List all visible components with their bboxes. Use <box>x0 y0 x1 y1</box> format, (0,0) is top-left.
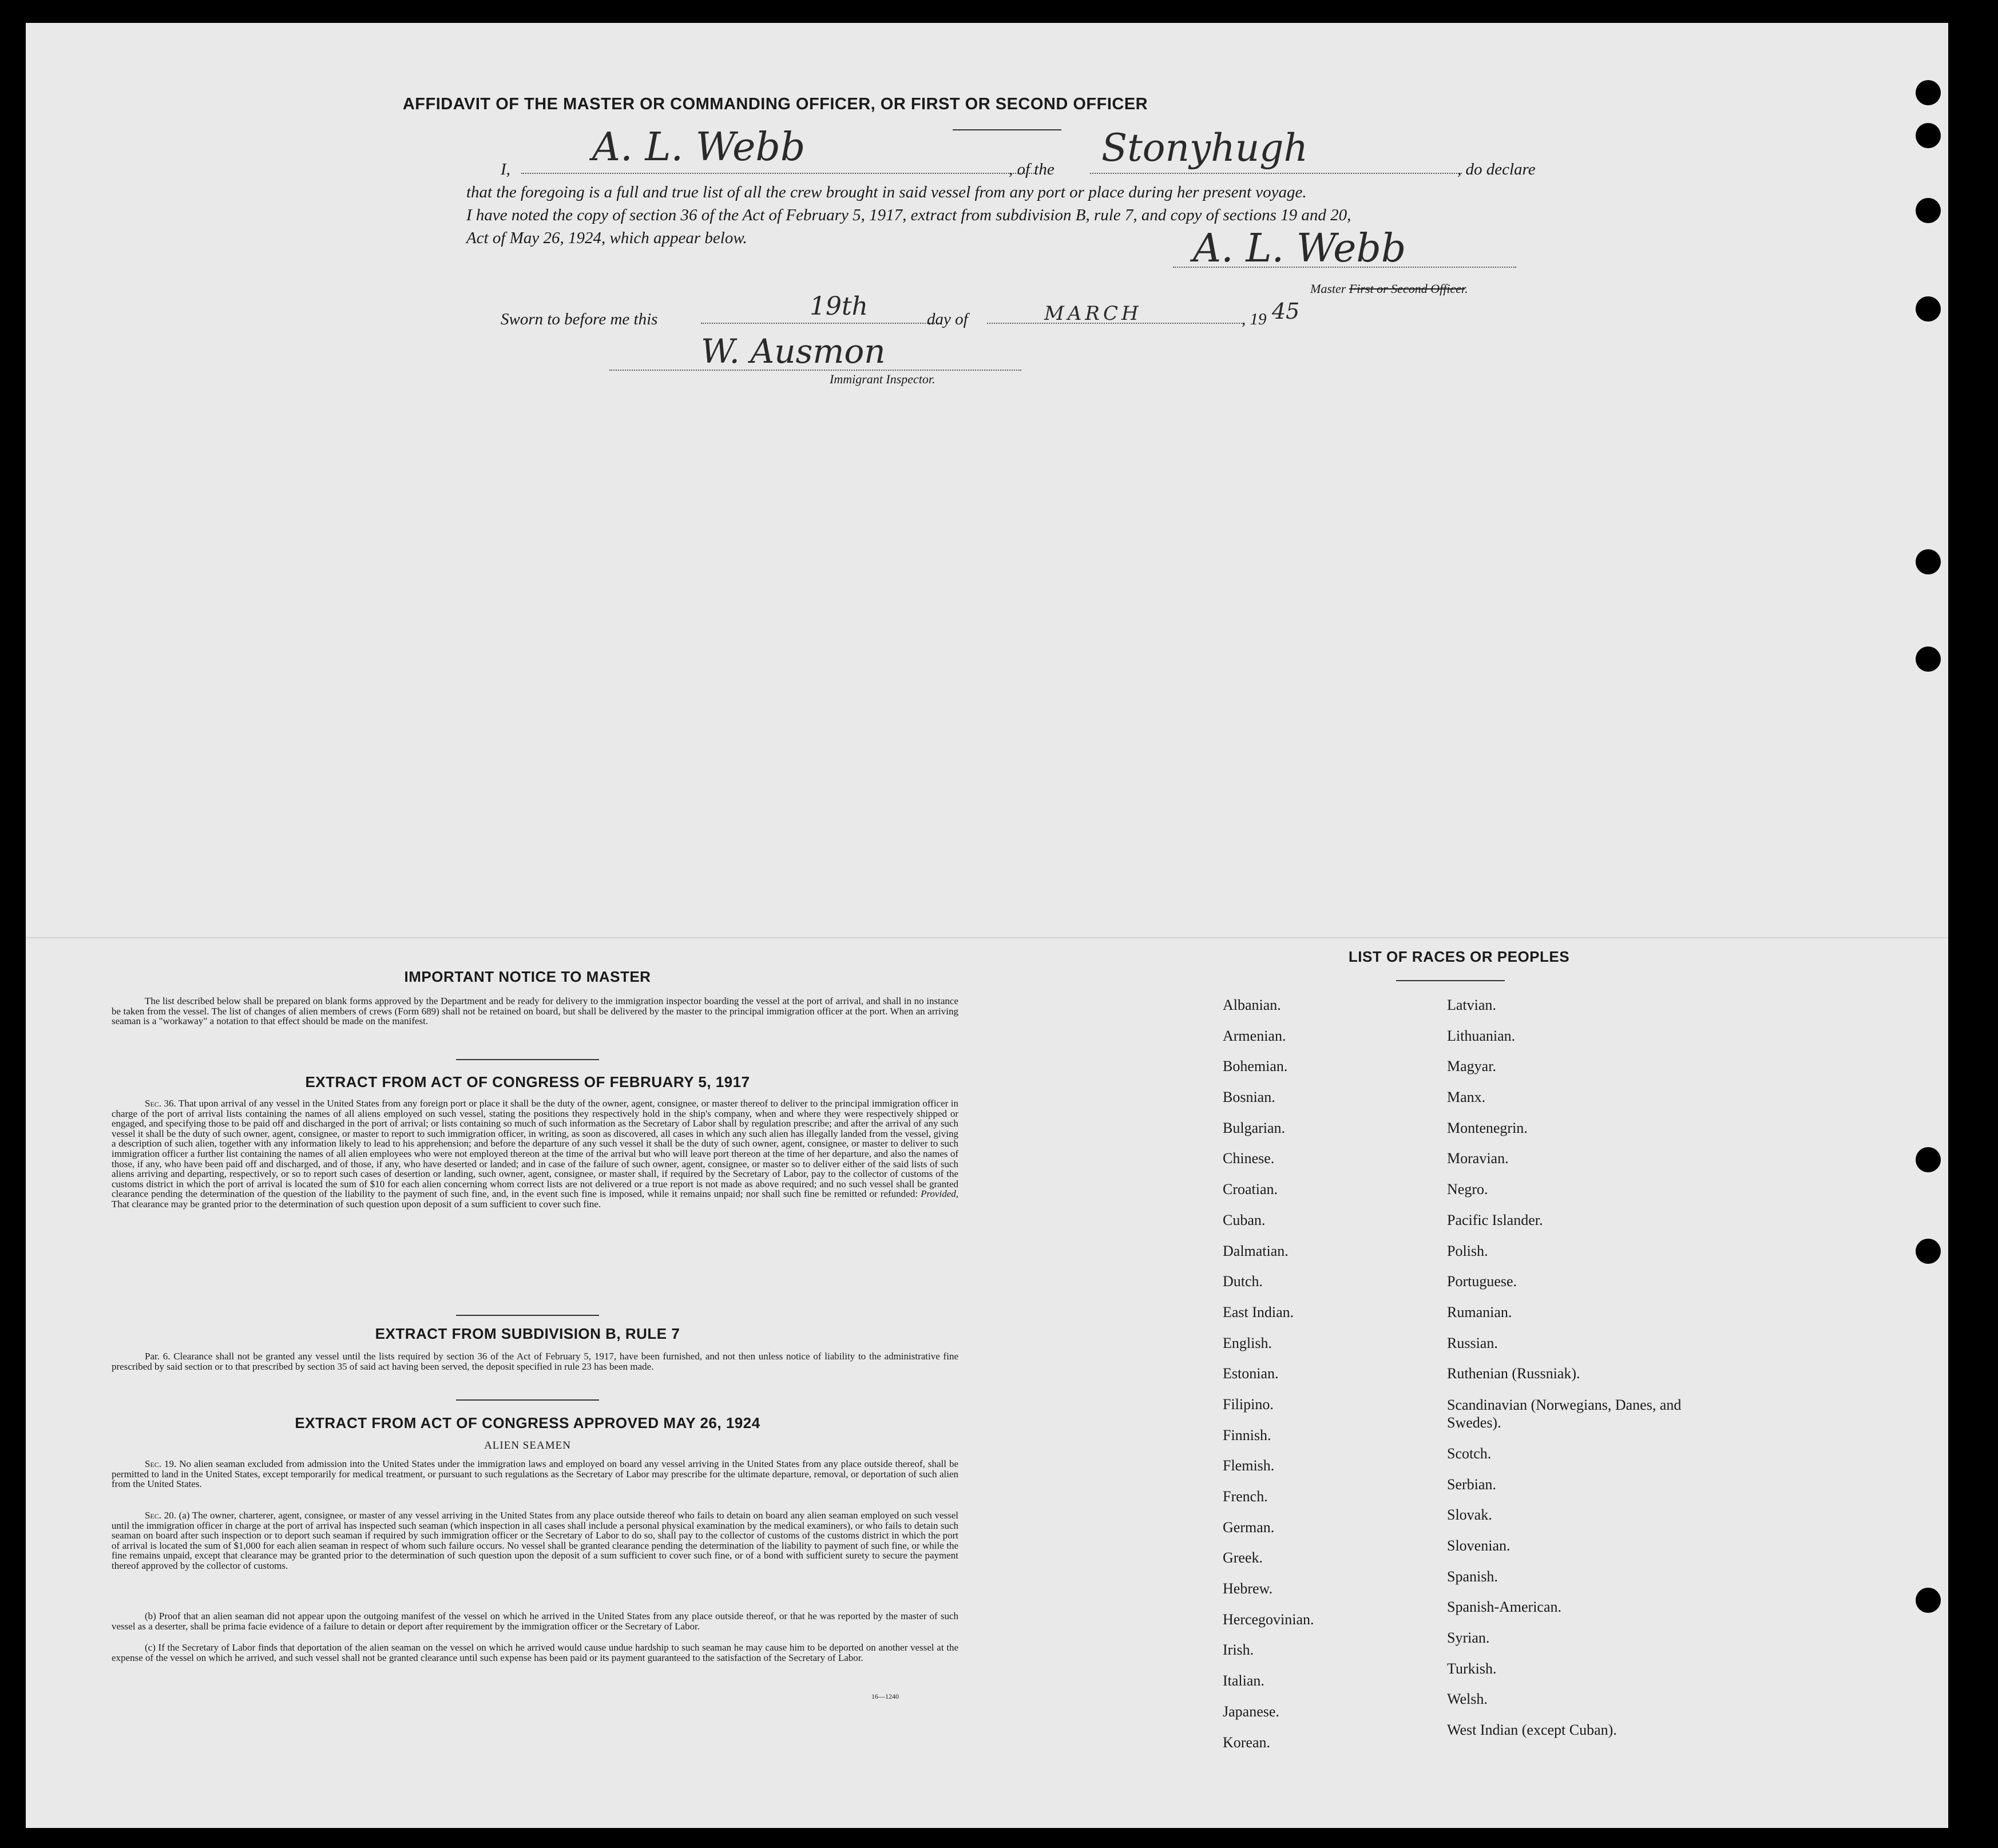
race-item: German. <box>1223 1518 1275 1536</box>
race-item: Armenian. <box>1223 1027 1286 1044</box>
year-prefix: , 19 <box>1242 310 1267 328</box>
race-item: Magyar. <box>1447 1058 1496 1075</box>
master-signature: A. L. Webb <box>1193 226 1406 271</box>
race-item: Slovenian. <box>1447 1537 1511 1554</box>
alien-seamen-subtitle: ALIEN SEAMEN <box>484 1439 571 1452</box>
punch-hole <box>1916 549 1941 574</box>
race-item: Rumanian. <box>1447 1303 1512 1320</box>
races-right-column <box>1447 997 1687 1752</box>
fold-crease <box>26 937 1948 938</box>
race-item: Estonian. <box>1223 1365 1279 1382</box>
sec-36-label: Sec. 36. <box>145 1098 176 1109</box>
signature-line <box>1173 262 1516 268</box>
do-declare-label: , do declare <box>1457 160 1536 179</box>
punch-hole <box>1916 1239 1941 1264</box>
role-master: Master <box>1310 281 1346 296</box>
sec-20a-body: (a) The owner, charterer, agent, consignee, or master of any vessel arriving in the United States from any place outside thereof who fails to detain on board any alien seaman employed on such vessel until the immigration officer in charge at the port of arrival has inspected such seaman (which inspection in all cases shall include a personal physical examination by the medical examiners), or who fails to detain such seaman on board after such inspection or to deport such seaman if required by such immigration officer or the Secretary of Labor to do so, shall pay to the collector of customs of the customs district in which the port of arrival is located the sum of $1,000 for each alien seaman in respect of whom such failure occurs. No vessel shall be granted clearance pending the determination of the liability to payment of such fine, or while the fine remains unpaid, except that clearance may be granted prior to the determination of such question upon the deposit of a sum sufficient to cover such fine, or of a bond with sufficient surety to secure the payment thereof approved by the collector of customs. <box>112 1510 958 1571</box>
race-item: French. <box>1223 1488 1268 1505</box>
affidavit-line-2: that the foregoing is a full and true list of all the crew brought in said vessel from any port or place during her present voyage. <box>466 183 1307 201</box>
race-item: Welsh. <box>1447 1691 1488 1708</box>
race-item: Hercegovinian. <box>1223 1611 1314 1628</box>
race-item: Dutch. <box>1223 1273 1263 1290</box>
document-page <box>26 23 1948 1828</box>
vessel-name-handwritten: Stonyhugh <box>1101 126 1309 170</box>
notice-text: The list described below shall be prepared on blank forms approved by the Department and be ready for delivery to the immigration inspector boarding the vessel at the port of arrival, and shall in no instance be taken from the vessel. The list of changes of alien members of crews (Form 689) shall not be retained on board, but shall be delivered by the master to the principal immigration officer at the port. When an arriving seaman is a "workaway" a notation to that effect should be made on the manifest. <box>112 996 958 1027</box>
i-label: I, <box>501 160 510 179</box>
signer-role <box>1310 281 1468 296</box>
race-item: Syrian. <box>1447 1629 1490 1647</box>
extract-1917-heading: EXTRACT FROM ACT OF CONGRESS OF FEBRUARY 5, 1917 <box>305 1073 750 1090</box>
sec-19-text <box>112 1459 958 1489</box>
race-item: Scotch. <box>1447 1445 1492 1462</box>
sec-20a-text <box>112 1510 958 1571</box>
race-item: Croatian. <box>1223 1181 1278 1198</box>
sec-19-label: Sec. 19. <box>145 1458 177 1469</box>
of-the-label: , of the <box>1009 160 1054 179</box>
race-item: English. <box>1223 1334 1272 1351</box>
race-item: Chinese. <box>1223 1150 1275 1167</box>
sec-20c-text: (c) If the Secretary of Labor finds that deportation of the alien seaman on the vessel on which he arrived would cause undue hardship to such seaman he may cause him to be deported on another vessel at the expense of the vessel on which he arrived, and such vessel shall not be granted clearance until such expense has been paid or its payment guaranteed to the satisfaction of the Secretary of Labor. <box>112 1642 958 1663</box>
sworn-label: Sworn to before me this <box>501 310 658 328</box>
race-item: Russian. <box>1447 1334 1498 1351</box>
race-item: Hebrew. <box>1223 1580 1273 1597</box>
notice-heading: IMPORTANT NOTICE TO MASTER <box>404 968 651 985</box>
inspector-signature: W. Ausmon <box>701 332 886 371</box>
inspector-signature-line <box>609 365 1021 371</box>
race-item: Japanese. <box>1223 1703 1279 1720</box>
affidavit-line-4: Act of May 26, 1924, which appear below. <box>466 229 747 247</box>
day-handwritten: 19th <box>810 292 869 321</box>
race-item: West Indian (except Cuban). <box>1447 1722 1617 1739</box>
title-divider <box>953 129 1061 130</box>
race-item: Slovak. <box>1447 1506 1492 1524</box>
month-handwritten: MARCH <box>1044 302 1142 325</box>
race-item: Italian. <box>1223 1672 1264 1690</box>
punch-hole <box>1916 198 1941 223</box>
race-item: Serbian. <box>1447 1476 1496 1493</box>
race-item: Bosnian. <box>1223 1089 1275 1106</box>
race-item: Bulgarian. <box>1223 1119 1286 1136</box>
races-divider <box>1396 980 1505 981</box>
race-item: Spanish. <box>1447 1568 1498 1585</box>
punch-hole <box>1916 123 1941 148</box>
role-struck-out: First or Second Officer <box>1349 281 1465 296</box>
sec-20-label: Sec. 20. <box>145 1510 176 1521</box>
race-item: Montenegrin. <box>1447 1119 1528 1136</box>
affidavit-line-3: I have noted the copy of section 36 of the Act of February 5, 1917, extract from subdivision B, rule 7, and copy of sections 19 and 20, <box>466 206 1351 224</box>
notice-divider <box>456 1059 599 1060</box>
year-handwritten: 45 <box>1272 299 1300 324</box>
race-item: Polish. <box>1447 1242 1488 1259</box>
race-item: Negro. <box>1447 1181 1488 1198</box>
role-period: . <box>1465 281 1468 296</box>
race-item: Korean. <box>1223 1734 1271 1751</box>
race-item: Greek. <box>1223 1549 1263 1567</box>
extract-1924-heading: EXTRACT FROM ACT OF CONGRESS APPROVED MAY 26, 1924 <box>295 1414 760 1431</box>
race-item: Finnish. <box>1223 1426 1271 1443</box>
punch-hole <box>1916 296 1941 322</box>
extract-1917-text <box>112 1099 958 1209</box>
punch-hole <box>1916 1147 1941 1172</box>
sec-36-end: That clearance may be granted prior to the determination of such question upon deposit of a sum sufficient to cover such fine. <box>112 1198 601 1209</box>
punch-hole <box>1916 647 1941 672</box>
races-heading: LIST OF RACES OR PEOPLES <box>1348 948 1570 965</box>
affidavit-title: AFFIDAVIT OF THE MASTER OR COMMANDING OFFICER, OR FIRST OR SECOND OFFICER <box>402 95 1148 113</box>
race-item: Moravian. <box>1447 1150 1509 1167</box>
rule-7-text: Par. 6. Clearance shall not be granted any vessel until the lists required by section 36 of the Act of February 5, 1917, have been furnished, and not then unless notice of liability to the administrative fine prescribed by said section or to that prescribed by section 35 of said act having been served, the deposit specified in rule 23 has been made. <box>112 1351 958 1372</box>
officer-name-signature: A. L. Webb <box>592 125 806 170</box>
punch-hole <box>1916 80 1941 105</box>
sec-20b-text: (b) Proof that an alien seaman did not appear upon the outgoing manifest of the vessel on which he arrived in the United States from any place outside thereof, or that he was reported by the master of such vessel as a deserter, shall be prima facie evidence of a failure to detain or deport after requirement by the immigration officer or the Secretary of Labor. <box>112 1611 958 1632</box>
race-item: Irish. <box>1223 1641 1254 1659</box>
race-item: Scandinavian (Norwegians, Danes, and Swedes). <box>1447 1396 1682 1431</box>
sec-36-body: That upon arrival of any vessel in the United States from any foreign port or place it shall be the duty of the owner, agent, consignee, or master thereof to deliver to the principal immigration officer in charge of the port of arrival lists containing the names of all aliens employed on such vessel, stating the positions they respectively hold in the ship's company, when and where they were respectively shipped or engaged, and specifying those to be paid off and discharged in the port of arrival; or lists containing so much of such information as the Secretary of Labor shall by regulation prescribe; and after the arrival of any such vessel it shall be the duty of such owner, agent, consignee, or master to report to such immigration officer, in writing, as soon as discovered, all cases in which any such alien has illegally landed from the vessel, giving a description of such alien, together with any information likely to lead to his apprehension; and before the departure of any such vessel it shall be the duty of such owner, agent, consignee, or master to deliver to such immigration officer a further list containing the names of all alien employees who were not employed thereon at the time of the arrival but who will leave port thereon at the time of her departure, and also the names of those, if any, who have been paid off and discharged, and of those, if any, who have deserted or landed; and in case of the failure of such owner, agent, consignee, or master so to deliver either of the said lists of such aliens arriving and departing, respectively, or so to report such cases of desertion or landing, such owner, agent, consignee, or master shall, if required by the Secretary of Labor, pay to the collector of customs of the customs district in which the port of arrival is located the sum of $10 for each alien concerning whom correct lists are not delivered or a true report is not made as above required; and no such vessel shall be granted clearance pending the determination of the question of the liability to the payment of such fine, and, in the event such fine is imposed, while it remains unpaid; nor shall such fine be remitted or refunded: <box>112 1098 958 1200</box>
race-item: Bohemian. <box>1223 1058 1288 1075</box>
race-item: East Indian. <box>1223 1303 1294 1320</box>
race-item: Filipino. <box>1223 1395 1274 1413</box>
punch-hole <box>1916 1588 1941 1613</box>
inspector-label: Immigrant Inspector. <box>830 372 935 386</box>
rule-7-heading: EXTRACT FROM SUBDIVISION B, RULE 7 <box>375 1325 680 1342</box>
race-item: Ruthenian (Russniak). <box>1447 1365 1580 1382</box>
race-item: Manx. <box>1447 1089 1486 1106</box>
race-item: Dalmatian. <box>1223 1242 1289 1259</box>
race-item: Latvian. <box>1447 997 1496 1013</box>
race-item: Lithuanian. <box>1447 1027 1516 1044</box>
extract-1917-divider <box>456 1315 599 1316</box>
sec-19-body: No alien seaman excluded from admission into the United States under the immigration laws and employed on board any vessel arriving in the United States from any place outside thereof, shall be permitted to land in the United States, except temporarily for medical treatment, or pursuant to such regulations as the Secretary of Labor may prescribe for the ultimate departure, removal, or deportation of such alien from the United States. <box>112 1458 958 1490</box>
provided-label: Provided, <box>921 1188 958 1200</box>
races-left-column <box>1223 997 1314 1764</box>
race-item: Albanian. <box>1223 997 1281 1013</box>
race-item: Turkish. <box>1447 1660 1497 1677</box>
form-number: 16—1240 <box>871 1692 899 1700</box>
race-item: Flemish. <box>1223 1457 1275 1474</box>
race-item: Pacific Islander. <box>1447 1211 1543 1228</box>
race-item: Cuban. <box>1223 1211 1266 1228</box>
race-item: Portuguese. <box>1447 1273 1517 1290</box>
day-of-label: day of <box>927 310 968 328</box>
race-item: Spanish-American. <box>1447 1599 1562 1616</box>
rule-7-divider <box>456 1399 599 1401</box>
